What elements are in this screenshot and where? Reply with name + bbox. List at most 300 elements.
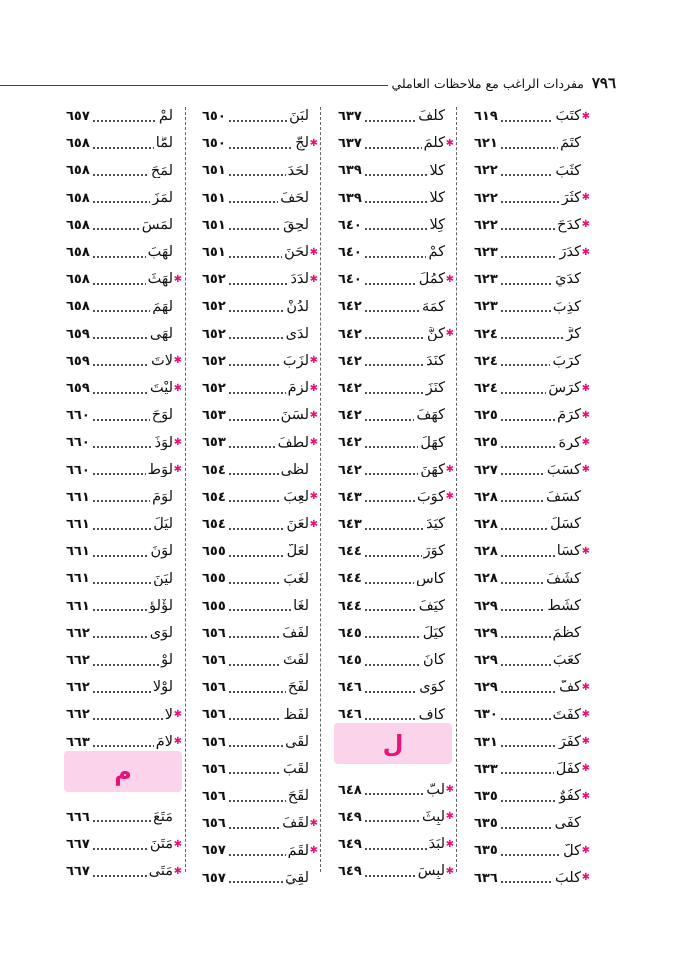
entry-lead: [226, 245, 318, 260]
entry-word: كَدَرَ: [559, 245, 581, 260]
dot-leader: [364, 310, 420, 312]
entry-page-number: ٦٤٢: [338, 408, 362, 424]
entry-lead: [362, 810, 454, 825]
entry-lead: [498, 245, 590, 260]
entry-word: كَدَحَ: [557, 218, 581, 233]
entry-page-number: ٦٤٢: [338, 462, 362, 478]
entry-word: لَوَطَ: [147, 462, 173, 478]
index-entry: [66, 620, 182, 647]
dot-leader: [500, 555, 555, 557]
dot-leader: [228, 446, 276, 448]
entry-word: لَمَسَ: [141, 218, 173, 233]
asterisk-icon: ✱: [173, 736, 182, 748]
asterisk-icon: ✱: [581, 872, 590, 884]
entry-page-number: ٦٦٢: [66, 653, 90, 668]
entry-lead: [362, 599, 454, 614]
dot-leader: [364, 283, 417, 285]
dot-leader: [500, 419, 555, 421]
entry-word: كِلا: [429, 218, 445, 233]
entry-lead: [226, 218, 318, 233]
entry-word: لَدُنْ: [286, 299, 309, 315]
entry-page-number: ٦٥٦: [202, 761, 226, 777]
index-entry: [202, 701, 318, 728]
entry-word: كَظَمَ: [552, 626, 581, 641]
index-entry: [474, 865, 590, 892]
index-entry: [474, 239, 590, 266]
index-column-2: [332, 103, 454, 878]
dot-leader: [364, 555, 422, 557]
dot-leader: [228, 120, 287, 122]
entry-page-number: ٦٥١: [202, 245, 226, 260]
entry-lead: [362, 653, 454, 668]
asterisk-icon: ✱: [581, 110, 590, 122]
index-entry: [338, 266, 454, 293]
asterisk-icon: ✱: [309, 355, 318, 367]
dot-leader: [92, 147, 154, 149]
entry-page-number: ٦٤٢: [338, 326, 362, 342]
entry-page-number: ٦٥٨: [66, 299, 90, 315]
dot-leader: [92, 364, 149, 366]
entry-page-number: ٦٥٤: [202, 517, 226, 532]
entry-word: كَمُلَ: [418, 272, 445, 287]
dot-leader: [364, 201, 428, 203]
entry-word: لاتَ: [151, 354, 173, 369]
entry-lead: [90, 408, 182, 423]
entry-word: لَغَبَ: [283, 571, 309, 587]
entry-word: لَزِمَ: [287, 381, 309, 396]
dot-leader: [364, 256, 427, 258]
entry-page-number: ٦٤٨: [338, 782, 362, 798]
index-entry: [202, 348, 318, 375]
entry-page-number: ٦٤٣: [338, 517, 362, 532]
entry-word: لَمَّا: [155, 136, 173, 151]
entry-page-number: ٦٣٥: [474, 789, 498, 804]
index-column-4: [60, 103, 182, 878]
index-entry: [338, 348, 454, 375]
entry-lead: [90, 327, 182, 342]
entry-lead: [362, 272, 454, 287]
entry-page-number: ٦٤٩: [338, 864, 362, 880]
dot-leader: [228, 636, 280, 638]
entry-word: لَحَفَ: [280, 190, 309, 206]
entry-lead: [226, 762, 318, 777]
entry-lead: [226, 544, 318, 559]
entry-page-number: ٦٢٢: [474, 190, 498, 206]
entry-word: لَوَذَ: [154, 435, 173, 451]
entry-lead: [498, 572, 590, 587]
dot-leader: [228, 854, 286, 856]
index-entry: [474, 212, 590, 239]
index-entry: [202, 810, 318, 837]
entry-word: كَأس: [415, 571, 445, 587]
column-divider: [185, 107, 186, 872]
index-entry: [66, 674, 182, 701]
entry-word: لَفَحَ: [287, 680, 309, 695]
dot-leader: [92, 201, 150, 203]
index-entry: [202, 293, 318, 320]
entry-page-number: ٦٥٢: [202, 353, 226, 369]
entry-lead: [498, 789, 590, 804]
entry-word: لَحَدَ: [287, 163, 309, 179]
asterisk-icon: ✱: [445, 838, 454, 850]
entry-lead: [226, 871, 318, 886]
entry-lead: [362, 218, 454, 233]
index-entry: [66, 565, 182, 592]
index-entry: [474, 701, 590, 728]
asterisk-icon: ✱: [309, 436, 318, 448]
entry-lead: [498, 626, 590, 641]
dot-leader: [364, 664, 421, 666]
dot-leader: [228, 228, 281, 230]
entry-word: لَقَفَ: [282, 816, 309, 831]
entry-page-number: ٦٦١: [66, 598, 90, 614]
entry-word: لَقَى: [285, 734, 309, 750]
entry-lead: [226, 436, 318, 451]
index-entry: [66, 239, 182, 266]
entry-page-number: ٦٥٦: [202, 707, 226, 723]
index-entry: [66, 729, 182, 756]
entry-word: لَحَنَ: [284, 245, 309, 260]
entry-page-number: ٦٤٦: [338, 707, 362, 723]
asterisk-icon: ✱: [581, 844, 590, 856]
asterisk-icon: ✱: [173, 355, 182, 367]
entry-page-number: ٦٥٧: [66, 109, 90, 124]
index-entry: [474, 185, 590, 212]
entry-lead: [90, 109, 182, 124]
entry-word: لَبِسَ: [417, 864, 445, 879]
index-entry: [66, 831, 182, 858]
dot-leader: [228, 718, 282, 720]
index-entry: [474, 293, 590, 320]
entry-page-number: ٦٣٧: [338, 109, 362, 124]
entry-lead: [226, 463, 318, 478]
entry-lead: [90, 626, 182, 641]
index-column-1: [468, 103, 590, 886]
entry-word: كَسَفَ: [546, 490, 581, 505]
entry-lead: [362, 463, 454, 478]
dot-leader: [92, 419, 150, 421]
index-entry: [474, 565, 590, 592]
dot-leader: [500, 228, 555, 230]
dot-leader: [500, 854, 561, 856]
entry-word: كَسَبَ: [546, 462, 581, 478]
entry-word: لَحِقَ: [283, 218, 309, 233]
entry-lead: [226, 164, 318, 179]
dot-leader: [500, 827, 553, 829]
index-entry: [202, 783, 318, 810]
entry-word: لَوَمَ: [152, 490, 173, 505]
asterisk-icon: ✱: [173, 708, 182, 720]
section-header-lam: ل: [334, 723, 452, 764]
index-entry: [474, 810, 590, 837]
entry-word: كَلاَّ: [429, 190, 445, 206]
entry-page-number: ٦٢٣: [474, 245, 498, 260]
entry-word: كَلَفَ: [418, 109, 445, 124]
entry-word: لَعَنَ: [286, 517, 309, 532]
entry-lead: [498, 381, 590, 396]
entry-lead: [90, 191, 182, 206]
dot-leader: [92, 718, 163, 720]
index-entry: [202, 212, 318, 239]
entry-page-number: ٦٢٨: [474, 571, 498, 587]
dot-leader: [92, 582, 151, 584]
entry-word: كَشَطَ: [547, 598, 581, 614]
entry-word: لَقَبَ: [283, 762, 309, 777]
entry-word: كَتَبَ: [555, 109, 581, 124]
asterisk-icon: ✱: [309, 273, 318, 285]
entry-word: لَفَظَ: [283, 707, 309, 723]
entry-lead: [498, 762, 590, 777]
dot-leader: [500, 364, 551, 366]
entry-word: كَفَرَ: [558, 734, 581, 750]
index-entry: [338, 293, 454, 320]
entry-word: كَوَرَ: [423, 544, 445, 559]
dot-leader: [92, 664, 159, 666]
dot-leader: [228, 147, 293, 149]
dot-leader: [500, 310, 551, 312]
entry-page-number: ٦٥٨: [66, 217, 90, 233]
dot-leader: [228, 609, 291, 611]
entry-word: مَتَعَ: [153, 810, 173, 825]
index-entry: [202, 239, 318, 266]
entry-page-number: ٦٦١: [66, 517, 90, 532]
entry-word: لامَ: [155, 734, 173, 750]
entry-lead: [498, 327, 590, 342]
asterisk-icon: ✱: [581, 736, 590, 748]
index-entry: [338, 484, 454, 511]
entry-word: كَسَا: [556, 544, 581, 559]
entry-page-number: ٦٥٨: [66, 245, 90, 260]
dot-leader: [228, 500, 282, 502]
entry-page-number: ٦٥٩: [66, 326, 90, 342]
index-entry: [66, 348, 182, 375]
index-entry: [338, 804, 454, 831]
entry-lead: [498, 218, 590, 233]
index-entry: [338, 103, 454, 130]
entry-page-number: ٦٦٧: [66, 864, 90, 880]
index-entry: [202, 185, 318, 212]
entry-page-number: ٦٥٥: [202, 598, 226, 614]
entry-lead: [498, 708, 590, 723]
entry-page-number: ٦٥٩: [66, 353, 90, 369]
asterisk-icon: ✱: [309, 409, 318, 421]
index-entry: [202, 457, 318, 484]
entry-page-number: ٦٥٤: [202, 489, 226, 505]
dot-leader: [364, 691, 417, 693]
entry-page-number: ٦٢٣: [474, 299, 498, 315]
entry-word: لَوَنَ: [150, 544, 173, 559]
index-entry: [474, 321, 590, 348]
entry-word: لَهَى: [149, 326, 173, 342]
dot-leader: [228, 337, 284, 339]
entry-lead: [226, 300, 318, 315]
entry-page-number: ٦٣١: [474, 734, 498, 750]
entry-word: كَفَى: [554, 816, 581, 831]
asterisk-icon: ✱: [173, 273, 182, 285]
asterisk-icon: ✱: [445, 784, 454, 796]
index-entry: [202, 402, 318, 429]
entry-word: كَوَبَ: [416, 490, 445, 505]
entry-page-number: ٦٣٩: [338, 190, 362, 206]
entry-word: كَشَفَ: [546, 571, 581, 587]
entry-word: لَعَلَّ: [286, 544, 309, 559]
dot-leader: [228, 664, 281, 666]
entry-word: كَفَلَ: [555, 762, 581, 777]
entry-page-number: ٦٥١: [202, 217, 226, 233]
entry-lead: [498, 272, 590, 287]
dot-leader: [228, 201, 278, 203]
entry-page-number: ٦٥٧: [202, 870, 226, 886]
entry-page-number: ٦٢٣: [474, 272, 498, 288]
entry-lead: [226, 735, 318, 750]
entry-lead: [362, 436, 454, 451]
entry-lead: [498, 136, 590, 151]
asterisk-icon: ✱: [581, 382, 590, 394]
entry-page-number: ٦٢٤: [474, 381, 498, 396]
entry-page-number: ٦٣٩: [338, 163, 362, 179]
entry-word: كَلَمَ: [423, 136, 445, 151]
entry-word: كَوَى: [419, 680, 445, 695]
entry-word: لَوْلا: [152, 680, 173, 695]
asterisk-icon: ✱: [581, 708, 590, 720]
index-entry: [474, 538, 590, 565]
entry-lead: [498, 844, 590, 859]
entry-lead: [90, 436, 182, 451]
index-entry: [338, 239, 454, 266]
dot-leader: [500, 772, 554, 774]
entry-word: لَوَى: [149, 626, 173, 641]
dot-leader: [364, 392, 424, 394]
entry-lead: [362, 327, 454, 342]
entry-word: لَيَنَ: [153, 571, 173, 587]
entry-lead: [498, 517, 590, 532]
asterisk-icon: ✱: [445, 328, 454, 340]
asterisk-icon: ✱: [173, 865, 182, 877]
index-entry: [66, 429, 182, 456]
dot-leader: [364, 446, 419, 448]
entry-word: كَيَفَ: [418, 598, 445, 614]
entry-page-number: ٦٥٦: [202, 680, 226, 696]
index-column-3: [196, 103, 318, 886]
entry-page-number: ٦٢٢: [474, 217, 498, 233]
entry-lead: [362, 680, 454, 695]
index-entry: [66, 647, 182, 674]
entry-page-number: ٦٥٦: [202, 816, 226, 832]
entry-word: كَرَسَ: [548, 381, 581, 396]
index-entry: [338, 321, 454, 348]
section-header-mim: م: [64, 751, 182, 792]
index-entry: [202, 511, 318, 538]
entry-page-number: ٦٢٢: [474, 163, 498, 179]
index-entry: [202, 729, 318, 756]
asterisk-icon: ✱: [581, 192, 590, 204]
entry-lead: [498, 463, 590, 478]
dot-leader: [500, 500, 544, 502]
dot-leader: [228, 745, 283, 747]
index-entry: [338, 429, 454, 456]
entry-page-number: ٦٥٨: [66, 163, 90, 179]
dot-leader: [364, 636, 421, 638]
index-entry: [474, 783, 590, 810]
index-entry: [202, 756, 318, 783]
dot-leader: [92, 636, 148, 638]
index-entry: [338, 565, 454, 592]
index-entry: [202, 647, 318, 674]
asterisk-icon: ✱: [309, 817, 318, 829]
entry-lead: [362, 300, 454, 315]
dot-leader: [92, 228, 140, 230]
index-columns: [60, 103, 590, 886]
entry-lead: [90, 680, 182, 695]
entry-word: كَعَبَ: [552, 653, 581, 668]
index-entry: [474, 837, 590, 864]
entry-lead: [90, 837, 182, 852]
entry-word: لَغَا: [293, 598, 309, 614]
entry-word: كَفَتَ: [552, 707, 581, 723]
entry-lead: [90, 572, 182, 587]
dot-leader: [228, 310, 285, 312]
dot-leader: [500, 446, 557, 448]
dot-leader: [228, 772, 281, 774]
dot-leader: [92, 256, 146, 258]
dot-leader: [92, 310, 150, 312]
dot-leader: [228, 582, 282, 584]
entry-word: لَطُفَ: [277, 435, 309, 451]
index-entry: [66, 457, 182, 484]
entry-page-number: ٦٦٧: [66, 837, 90, 852]
index-entry: [338, 375, 454, 402]
entry-lead: [362, 408, 454, 423]
entry-word: كَلا: [429, 163, 445, 179]
dot-leader: [500, 664, 551, 666]
entry-lead: [498, 300, 590, 315]
entry-page-number: ٦٣٧: [338, 136, 362, 152]
entry-lead: [362, 245, 454, 260]
entry-page-number: ٦٢٩: [474, 653, 498, 668]
dot-leader: [92, 283, 146, 285]
entry-page-number: ٦٥٨: [66, 272, 90, 288]
entry-lead: [362, 544, 454, 559]
asterisk-icon: ✱: [173, 464, 182, 476]
entry-word: كَهَلَ: [420, 435, 445, 451]
entry-page-number: ٦١٩: [474, 109, 498, 124]
entry-lead: [90, 272, 182, 287]
entry-lead: [498, 544, 590, 559]
entry-lead: [226, 572, 318, 587]
asterisk-icon: ✱: [445, 865, 454, 877]
entry-word: كُفُوٌ: [559, 789, 581, 804]
entry-lead: [226, 408, 318, 423]
entry-word: لَبَنَ: [289, 109, 309, 124]
dot-leader: [92, 745, 154, 747]
entry-lead: [90, 490, 182, 505]
entry-lead: [90, 544, 182, 559]
entry-lead: [226, 517, 318, 532]
entry-lead: [498, 191, 590, 206]
index-entry: [202, 157, 318, 184]
asterisk-icon: ✱: [445, 464, 454, 476]
index-entry: [338, 130, 454, 157]
asterisk-icon: ✱: [445, 491, 454, 503]
dot-leader: [364, 793, 425, 795]
entry-page-number: ٦٥١: [202, 190, 226, 206]
dot-leader: [500, 283, 553, 285]
dot-leader: [92, 174, 149, 176]
index-entry: [474, 457, 590, 484]
entry-lead: [90, 864, 182, 879]
index-entry: [474, 348, 590, 375]
index-entry: [66, 402, 182, 429]
